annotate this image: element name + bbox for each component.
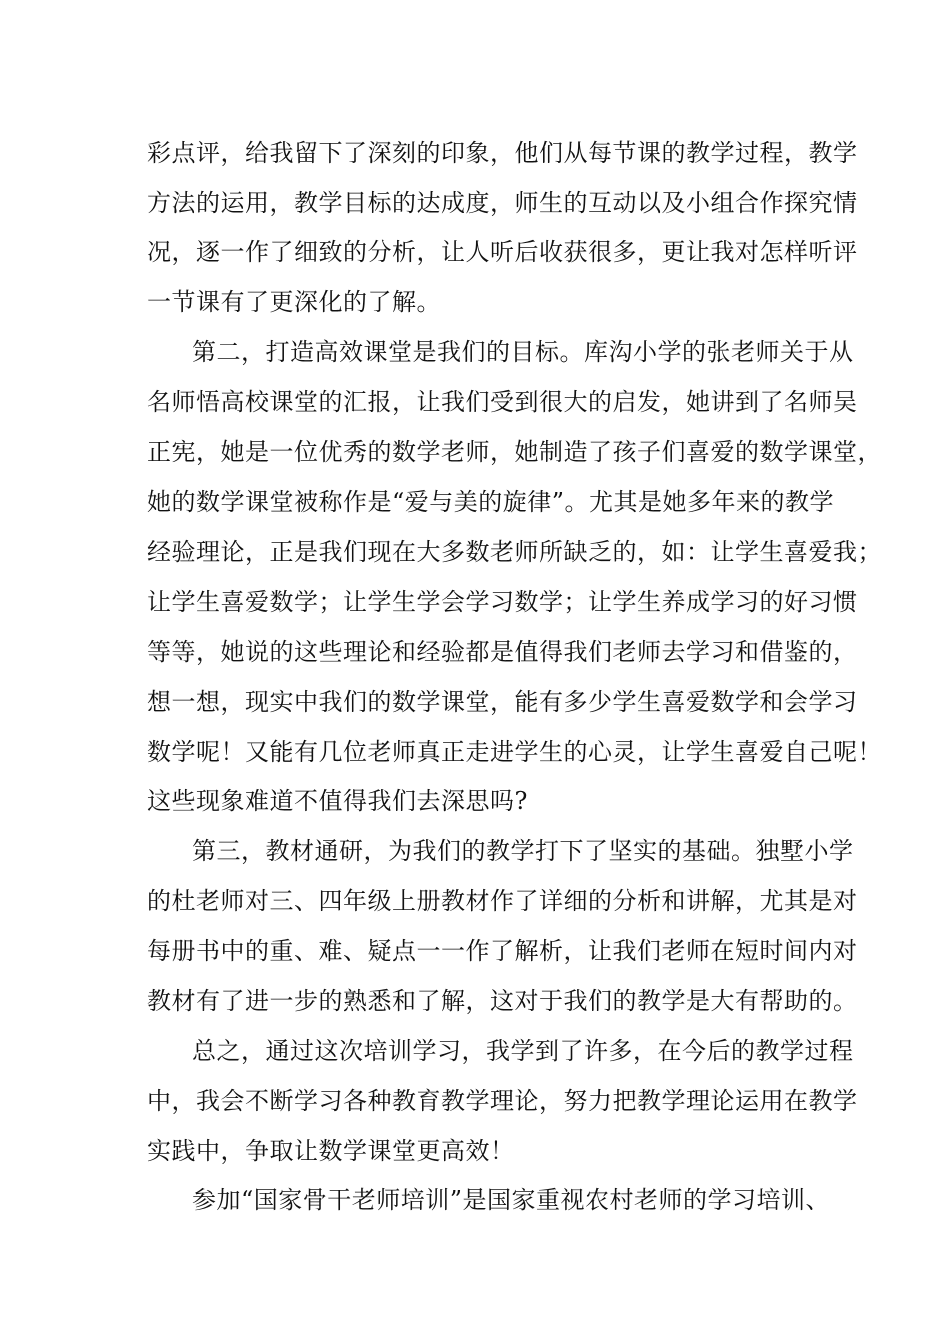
text-line: 的杜老师对三、四年级上册教材作了详细的分析和讲解，尤其是对: [147, 887, 858, 915]
text-line: 方法的运用，教学目标的达成度，师生的互动以及小组合作探究情: [147, 189, 858, 217]
text-line: 让学生喜爱数学；让学生学会学习数学；让学生养成学习的好习惯: [147, 588, 858, 616]
text-line: 经验理论，正是我们现在大多数老师所缺乏的，如：让学生喜爱我；: [147, 538, 882, 566]
text-line: 这些现象难道不值得我们去深思吗?: [147, 787, 528, 815]
text-line: 想一想，现实中我们的数学课堂，能有多少学生喜爱数学和会学习: [147, 688, 858, 716]
paragraph-first-line: 总之，通过这次培训学习，我学到了许多，在今后的教学过程: [192, 1037, 854, 1065]
paragraph-first-line: 参加“国家骨干老师培训”是国家重视农村老师的学习培训、: [192, 1186, 831, 1214]
text-line: 等等，她说的这些理论和经验都是值得我们老师去学习和借鉴的，: [147, 638, 858, 666]
paragraph-first-line: 第三，教材通研，为我们的教学打下了坚实的基础。独墅小学: [192, 837, 854, 865]
text-line: 每册书中的重、难、疑点一一作了解析，让我们老师在短时间内对: [147, 937, 858, 965]
text-line: 况，逐一作了细致的分析，让人听后收获很多，更让我对怎样听评: [147, 238, 858, 266]
text-line: 彩点评，给我留下了深刻的印象，他们从每节课的教学过程，教学: [147, 139, 858, 167]
text-line: 中，我会不断学习各种教育教学理论，努力把教学理论运用在教学: [147, 1087, 858, 1115]
paragraph-first-line: 第二，打造高效课堂是我们的目标。库沟小学的张老师关于从: [192, 338, 854, 366]
text-line: 正宪，她是一位优秀的数学老师，她制造了孩子们喜爱的数学课堂，: [147, 438, 882, 466]
text-line: 她的数学课堂被称作是“爱与美的旋律”。尤其是她多年来的教学: [147, 488, 835, 516]
text-line: 一节课有了更深化的了解。: [147, 288, 441, 316]
text-line: 数学呢！又能有几位老师真正走进学生的心灵，让学生喜爱自己呢！: [147, 738, 882, 766]
text-line: 教材有了进一步的熟悉和了解，这对于我们的教学是大有帮助的。: [147, 987, 858, 1015]
text-line: 名师悟高校课堂的汇报，让我们受到很大的启发，她讲到了名师吴: [147, 388, 858, 416]
text-line: 实践中，争取让数学课堂更高效！: [147, 1137, 515, 1165]
